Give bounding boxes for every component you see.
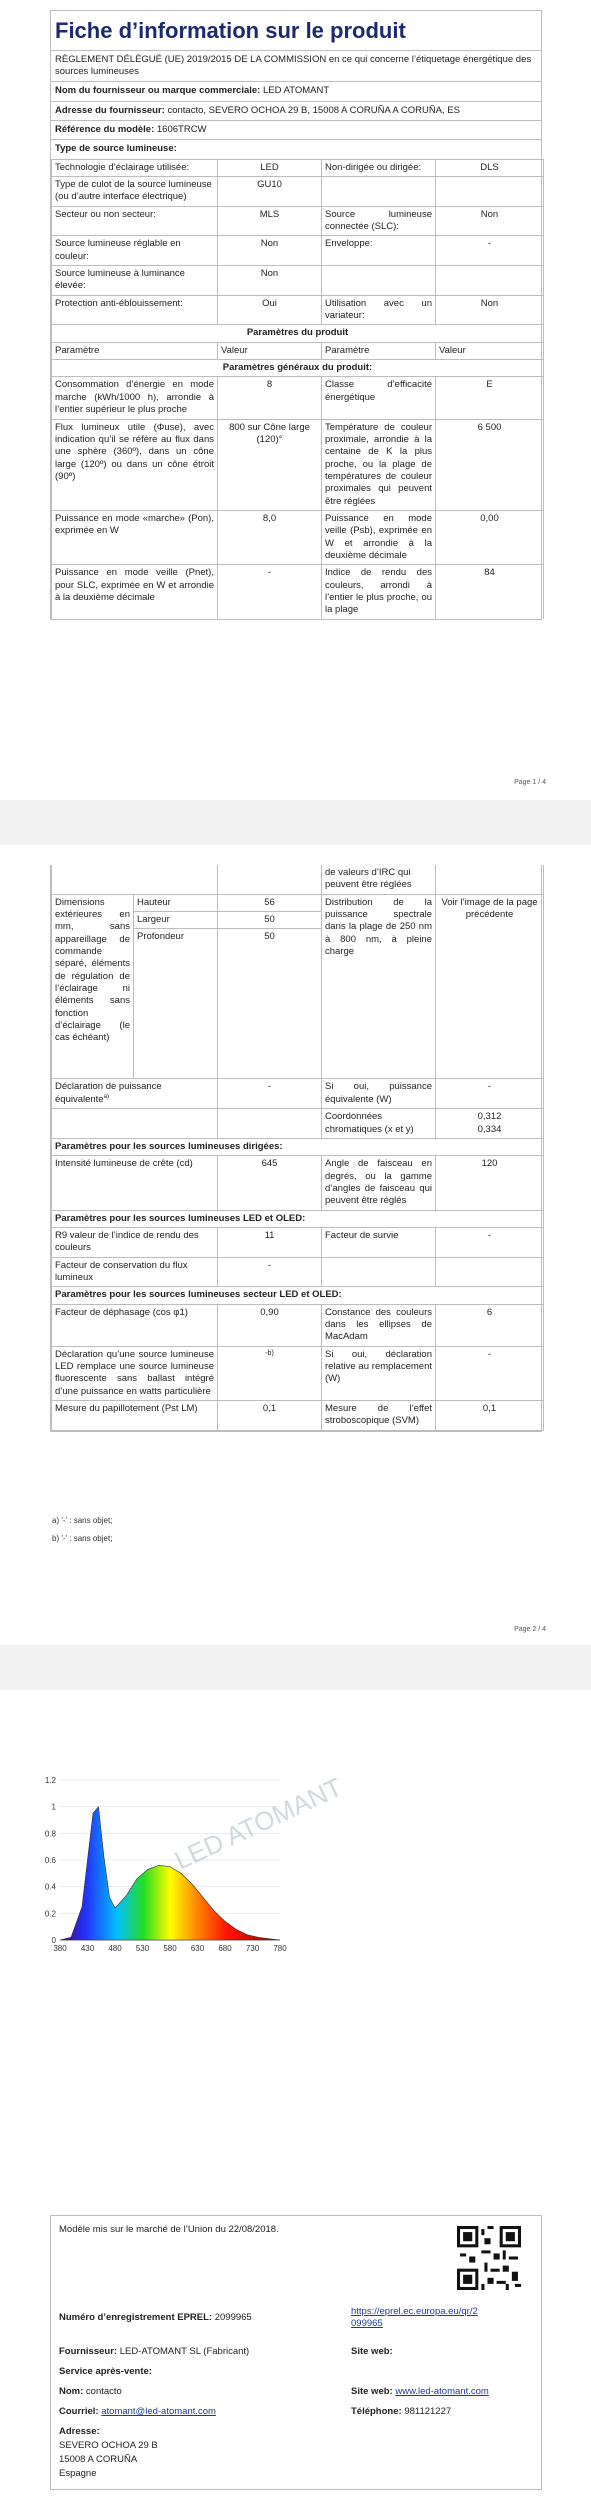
- param-value: Voir l’image de la page précédente: [436, 894, 544, 1079]
- param-value: 120: [436, 1156, 544, 1210]
- mains-led-heading: Paramètres pour les sources lumineuses secteur LED et OLED:: [52, 1287, 544, 1304]
- param-value: Non: [436, 206, 544, 236]
- param-label: Source lumineuse à luminance élevée:: [52, 266, 218, 296]
- param-label: Secteur ou non secteur:: [52, 206, 218, 236]
- table-row: [52, 377, 544, 419]
- param-label: Mesure du papillotement (Pst LM): [52, 1401, 218, 1431]
- supplier-label: Fournisseur:: [59, 2346, 118, 2357]
- eprel-row: [59, 2312, 252, 2324]
- param-value: E: [436, 377, 544, 419]
- param-value: 56: [218, 894, 322, 911]
- regulation-text: RÈGLEMENT DÉLÉGUÉ (UE) 2019/2015 DE LA COMMISSION en ce qui concerne l’étiquetage énergétique des sources lumineuses: [51, 51, 541, 83]
- param-label: de valeurs d’IRC qui peuvent être réglées: [322, 865, 436, 894]
- param-label: Protection anti-éblouissement:: [52, 295, 218, 325]
- param-value: 800 sur Cône large (120)°: [218, 419, 322, 510]
- param-label: Facteur de survie: [322, 1227, 436, 1257]
- param-value: 6 500: [436, 419, 544, 510]
- param-label: Angle de faisceau en degrés, ou la gamme d’angles de faisceau qui peuvent être réglés: [322, 1156, 436, 1210]
- param-value: 0,312 0,334: [436, 1109, 544, 1139]
- param-value: Oui: [218, 295, 322, 325]
- param-label: Facteur de conservation du flux lumineux: [52, 1257, 218, 1287]
- dim-label: Profondeur: [134, 929, 218, 1079]
- website2-label: Site web:: [351, 2386, 393, 2397]
- general-params-heading: Paramètres généraux du produit:: [52, 360, 544, 377]
- param-value: 6: [436, 1304, 544, 1346]
- table-row: [52, 565, 544, 619]
- param-label: Facteur de déphasage (cos φ1): [52, 1304, 218, 1346]
- param-value: Non: [218, 236, 322, 266]
- param-label: Technologie d’éclairage utilisée:: [52, 159, 218, 176]
- email-link[interactable]: atomant@led-atomant.com: [101, 2406, 216, 2417]
- params-heading: Paramètres du produit: [52, 325, 544, 342]
- eprel-number: 2099965: [214, 2312, 252, 2323]
- table-row: [52, 1109, 544, 1139]
- param-value: 0,1: [218, 1401, 322, 1431]
- page-2: [0, 845, 591, 1645]
- spectral-chart: [30, 1770, 347, 1960]
- table-row: [52, 236, 544, 266]
- param-label: Distribution de la puissance spectrale dans la plage de 250 nm à 800 nm, à pleine charge: [322, 894, 436, 1079]
- after-sales-label: Service après-vente:: [59, 2366, 152, 2377]
- supplier-name-label: Nom du fournisseur ou marque commerciale:: [55, 85, 261, 97]
- table-row: [52, 510, 544, 564]
- table-row: [52, 1257, 544, 1287]
- param-label: Mesure de l’effet stroboscopique (SVM): [322, 1401, 436, 1431]
- table-row: [52, 894, 544, 911]
- header-param: Paramètre: [52, 342, 218, 359]
- param-value: MLS: [218, 206, 322, 236]
- param-value: DLS: [436, 159, 544, 176]
- param-value: -: [436, 236, 544, 266]
- sheet-frame: [50, 865, 542, 1432]
- param-label: Source lumineuse réglable en couleur:: [52, 236, 218, 266]
- param-label: Puissance en mode veille (Psb), exprimée en W et arrondie à la deuxième décimale: [322, 510, 436, 564]
- page-number: Page 2 / 4: [514, 1626, 546, 1633]
- param-label: Indice de rendu des couleurs, arrondi à l’entier le plus proche, ou la plage: [322, 565, 436, 619]
- model-label: Référence du modèle:: [55, 123, 155, 135]
- eprel-link[interactable]: https://eprel.ec.europa.eu/qr/2099965: [351, 2306, 478, 2330]
- param-label: Déclaration qu’une source lumineuse LED remplace une source lumineuse fluorescente sans ballast intégré d’une puissance en watts particulière: [52, 1346, 218, 1400]
- param-value: Non: [218, 266, 322, 296]
- param-label: Intensité lumineuse de crête (cd): [52, 1156, 218, 1210]
- supplier-row: [59, 2346, 249, 2358]
- y-tick-label: 0: [51, 1936, 56, 1945]
- y-tick-label: 0.6: [44, 1856, 56, 1865]
- sheet-frame: [50, 10, 542, 620]
- param-label: Déclaration de puissance équivalente$^{a)}$: [52, 1079, 218, 1109]
- param-label: Enveloppe:: [322, 236, 436, 266]
- header-value: Valeur: [436, 342, 544, 359]
- phone-row: [351, 2406, 451, 2418]
- x-tick-label: 630: [190, 1944, 205, 1953]
- header-param: Paramètre: [322, 342, 436, 359]
- param-label: Si oui, puissance équivalente (W): [322, 1079, 436, 1109]
- param-label: Puissance en mode veille (Pnet), pour SLC, exprimée en W et arrondie à la deuxième décimale: [52, 565, 218, 619]
- param-label: Température de couleur proximale, arrondie à la centaine de K la plus proche, ou la plage de températures de couleur proximales qui peuvent être réglées: [322, 419, 436, 510]
- param-label: Dimensions extérieures en mm, sans appareillage de commande séparé, éléments de régulation de l’éclairage ni éléments sans fonction d’éclairage (le cas échéant): [52, 894, 134, 1079]
- table-row: [52, 1401, 544, 1431]
- name-value: contacto: [85, 2386, 122, 2397]
- website-link[interactable]: www.led-atomant.com: [395, 2386, 489, 2397]
- param-label: Coordonnées chromatiques (x et y): [322, 1109, 436, 1139]
- name-label: Nom:: [59, 2386, 84, 2397]
- address-label: Adresse:: [59, 2426, 100, 2437]
- address-line-1: SEVERO OCHOA 29 B: [59, 2440, 158, 2451]
- page-3: [0, 1690, 591, 2510]
- dim-label: Largeur: [134, 912, 218, 929]
- table-row: [52, 1304, 544, 1346]
- param-value: 84: [436, 565, 544, 619]
- param-value: -: [436, 1346, 544, 1400]
- x-tick-label: 730: [245, 1944, 260, 1953]
- table-row: [52, 206, 544, 236]
- supplier-address-row: [51, 102, 541, 121]
- header-value: Valeur: [218, 342, 322, 359]
- param-value: -: [436, 1227, 544, 1257]
- market-date: Modèle mis sur le marché de l’Union du 22/08/2018.: [59, 2224, 279, 2235]
- param-label: Flux lumineux utile (Φuse), avec indication qu’il se réfère au flux dans une sphère (360º), dans un cône large (120º) ou dans un cône étroit (90º): [52, 419, 218, 510]
- y-tick-label: 0.4: [44, 1882, 56, 1892]
- directional-heading: Paramètres pour les sources lumineuses dirigées:: [52, 1138, 544, 1155]
- param-value: -b): [218, 1346, 322, 1400]
- param-label: Si oui, déclaration relative au remplacement (W): [322, 1346, 436, 1400]
- source-type-heading: Type de source lumineuse:: [55, 143, 177, 155]
- page-1: [0, 0, 591, 800]
- param-label: Consommation d’énergie en mode marche (kWh/1000 h), arrondie à l’entier supérieur le plus proche: [52, 377, 218, 419]
- param-value: 11: [218, 1227, 322, 1257]
- eprel-label: Numéro d’enregistrement EPREL:: [59, 2312, 213, 2323]
- page-number: Page 1 / 4: [514, 779, 546, 786]
- supplier-name-row: [51, 82, 541, 101]
- supplier-address: contacto, SEVERO OCHOA 29 B, 15008 A CORUÑA A CORUÑA, ES: [167, 104, 460, 116]
- table-row: [52, 295, 544, 325]
- product-params-table: [51, 159, 544, 619]
- param-value: -: [218, 1079, 322, 1109]
- y-tick-label: 1: [51, 1802, 56, 1812]
- address-line-2: 15008 A CORUÑA: [59, 2454, 138, 2465]
- param-label: Non-dirigée ou dirigée:: [322, 159, 436, 176]
- qr-code-icon: [457, 2226, 521, 2290]
- table-row: [52, 1346, 544, 1400]
- x-tick-label: 780: [273, 1944, 287, 1953]
- table-row: [52, 1227, 544, 1257]
- supplier-value: LED-ATOMANT SL (Fabricant): [119, 2346, 250, 2357]
- x-tick-label: 430: [80, 1944, 95, 1953]
- led-heading: Paramètres pour les sources lumineuses LED et OLED:: [52, 1210, 544, 1227]
- param-value: -: [436, 1079, 544, 1109]
- param-value: 0,1: [436, 1401, 544, 1431]
- website-row: [351, 2386, 489, 2398]
- param-value: 50: [218, 912, 322, 929]
- table-row: [52, 419, 544, 510]
- model-ref: 1606TRCW: [156, 123, 207, 135]
- y-tick-label: 0.2: [44, 1909, 56, 1919]
- email-label: Courriel:: [59, 2406, 99, 2417]
- dim-label: Hauteur: [134, 894, 218, 911]
- table-row: [52, 266, 544, 296]
- model-row: [51, 121, 541, 140]
- page-title: Fiche d’information sur le produit: [51, 11, 541, 51]
- x-tick-label: 380: [53, 1944, 67, 1953]
- x-tick-label: 530: [135, 1944, 150, 1953]
- param-label: Constance des couleurs dans les ellipses de MacAdam: [322, 1304, 436, 1346]
- product-params-table-cont: [51, 865, 544, 1431]
- param-value: LED: [218, 159, 322, 176]
- x-tick-label: 480: [108, 1944, 122, 1953]
- x-tick-label: 580: [163, 1944, 177, 1953]
- y-tick-label: 0.8: [44, 1829, 56, 1839]
- footnote-b: b) '-' : sans objet;: [52, 1534, 113, 1543]
- param-value: GU10: [218, 177, 322, 207]
- param-label: R9 valeur de l’indice de rendu des couleurs: [52, 1227, 218, 1257]
- address-line-3: Espagne: [59, 2468, 97, 2479]
- table-row: [52, 1156, 544, 1210]
- table-row: [52, 1079, 544, 1109]
- y-tick-label: 1.2: [44, 1776, 56, 1785]
- param-value: 0,00: [436, 510, 544, 564]
- website-label: Site web:: [351, 2346, 393, 2357]
- param-value: 8,0: [218, 510, 322, 564]
- supplier-address-label: Adresse du fournisseur:: [55, 104, 165, 116]
- x-tick-label: 680: [218, 1944, 232, 1953]
- watermark: LED ATOMANT: [169, 1771, 347, 1876]
- footnote-a: a) '-' : sans objet;: [52, 1516, 113, 1525]
- email-row: [59, 2406, 216, 2418]
- param-label: Puissance en mode «marche» (Pon), exprimée en W: [52, 510, 218, 564]
- param-value: Non: [436, 295, 544, 325]
- phone-value: 981121227: [404, 2406, 452, 2417]
- param-label: Utilisation avec un variateur:: [322, 295, 436, 325]
- param-value: -: [218, 565, 322, 619]
- contact-name-row: [59, 2386, 122, 2398]
- param-label: Type de culot de la source lumineuse (ou d’autre interface électrique): [52, 177, 218, 207]
- phone-label: Téléphone:: [351, 2406, 402, 2417]
- supplier-name: LED ATOMANT: [263, 85, 330, 97]
- param-value: 8: [218, 377, 322, 419]
- param-label: Classe d’efficacité énergétique: [322, 377, 436, 419]
- param-value: -: [218, 1257, 322, 1287]
- registration-box: [50, 2215, 542, 2490]
- table-header-row: [52, 342, 544, 359]
- param-value: 0,90: [218, 1304, 322, 1346]
- param-value: 645: [218, 1156, 322, 1210]
- table-row: [52, 159, 544, 176]
- table-row: [52, 177, 544, 207]
- param-value: 50: [218, 929, 322, 1079]
- param-label: Source lumineuse connectée (SLC):: [322, 206, 436, 236]
